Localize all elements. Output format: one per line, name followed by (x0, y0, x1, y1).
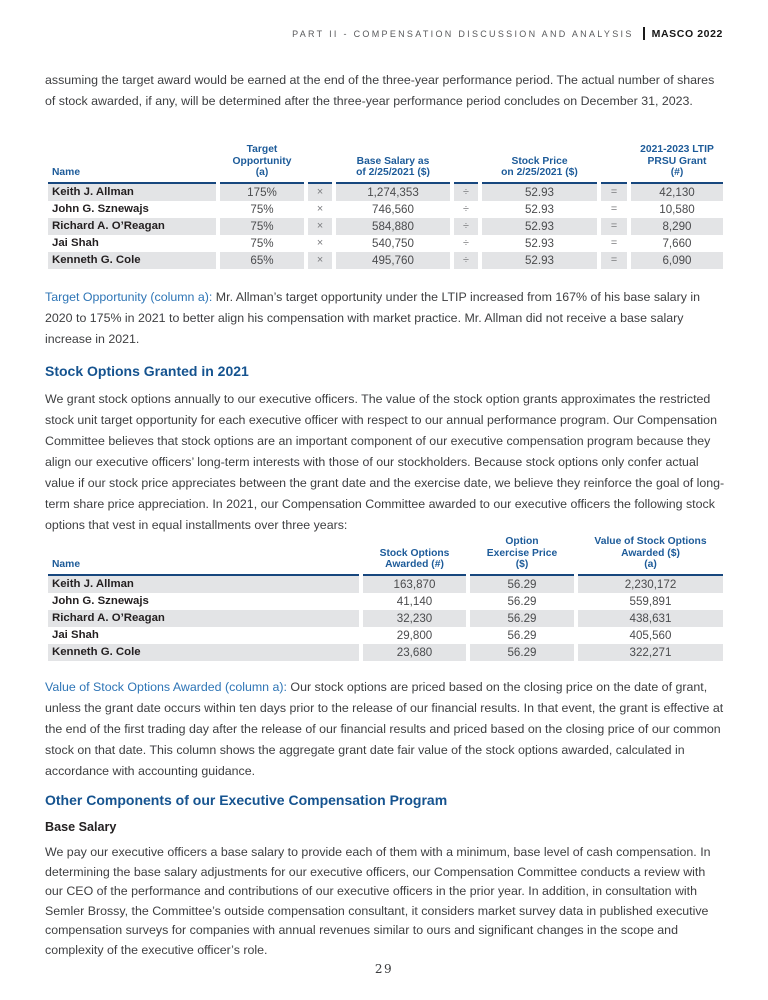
col-header-equals-spacer (601, 140, 627, 184)
divide-sign: ÷ (463, 203, 469, 215)
cell-price: 52.93 (482, 184, 597, 201)
equals-sign: = (601, 184, 627, 201)
cell-exercise-price: 56.29 (507, 628, 537, 642)
table-row (48, 593, 723, 610)
cell-target: 65% (220, 252, 304, 269)
table-row (48, 201, 723, 218)
page-header (292, 27, 723, 40)
note-lead: Target Opportunity (column a): (45, 290, 213, 304)
col-header-base-salary: Base Salary as of 2/25/2021 ($) (336, 140, 450, 184)
divide-sign: ÷ (454, 218, 478, 235)
table-row (48, 252, 723, 269)
cell-grant: 42,130 (631, 184, 723, 201)
col-header-name: Name (48, 532, 359, 576)
table-row (48, 610, 723, 627)
cell-exercise-price: 56.29 (507, 594, 537, 608)
cell-name: Richard A. O’Reagan (48, 610, 359, 627)
cell-salary: 584,880 (336, 218, 450, 235)
col-header-stock-price: Stock Price on 2/25/2021 ($) (482, 140, 597, 184)
stock-options-paragraph: We grant stock options annually to our executive officers. The value of the stock option grants approximates the restricted stock unit target opportunity for each executive officer with respect to our annual performance program. Our Compensation Committee believes that stock options are an important component of our executive compensation program because they align our executive officers’ long-term interests with those of our stockholders. Because stock options only confer actual value if our stock price appreciates between the grant date and the exercise date, we believe they reinforce the goal of long-term share price appreciation. In 2021, our Compensation Committee awarded to our executive officers the following stock options that vest in equal installments over three years: (45, 392, 725, 532)
cell-price: 52.93 (524, 202, 554, 216)
stock-options-table (44, 532, 727, 661)
cell-value: 322,271 (578, 644, 723, 661)
cell-salary: 495,760 (336, 252, 450, 269)
cell-grant: 8,290 (631, 218, 723, 235)
part-title: PART II - COMPENSATION DISCUSSION AND ANALYSIS (292, 28, 634, 39)
cell-salary: 746,560 (372, 202, 414, 216)
equals-sign: = (610, 203, 618, 215)
cell-name: Keith J. Allman (48, 184, 216, 201)
multiply-sign: × (308, 252, 332, 269)
table-row (48, 218, 723, 235)
multiply-sign: × (316, 203, 324, 215)
table-row (48, 576, 723, 593)
col-header-target-opportunity: Target Opportunity (a) (220, 140, 304, 184)
col-header-divide-spacer (454, 140, 478, 184)
col-header-name: Name (48, 140, 216, 184)
table-row (48, 644, 723, 661)
cell-awarded: 32,230 (363, 610, 466, 627)
cell-price: 52.93 (524, 236, 554, 250)
page-number: 29 (374, 962, 394, 976)
table-row (48, 235, 723, 252)
divide-sign: ÷ (454, 184, 478, 201)
cell-value: 438,631 (578, 610, 723, 627)
ltip-grant-table (44, 140, 727, 269)
base-salary-paragraph: We pay our executive officers a base salary to provide each of them with a minimum, base level of cash compensation. In determining the base salary adjustments for our executive officers, our Compensation Committee conducts a review with our CEO of the performance and contributions of our executive officers in the prior year. In addition, in consultation with Semler Brossy, the Committee’s outside compensation consultant, it considers market survey data in published executive compensation surveys for companies with annual revenues similar to ours and significant changes in the scope and complexity of the executive officer’s role. (45, 845, 711, 957)
divide-sign: ÷ (454, 252, 478, 269)
col-header-multiply-spacer (308, 140, 332, 184)
cell-name: Keith J. Allman (48, 576, 359, 593)
col-header-prsu-grant: 2021-2023 LTIP PRSU Grant (#) (631, 140, 723, 184)
note-body: Our stock options are priced based on the closing price on the date of grant, unless the grant date occurs within ten days prior to the release of our financial results. In that event, the grant is effective at the end of the first trading day after the release of our financial results and priced based on the closing price of our common stock on that date. This column shows the aggregate grant date fair value of the stock options awarded, calculated in accordance with accounting guidance. (45, 680, 724, 778)
header-divider (643, 27, 645, 40)
table-row (48, 627, 723, 644)
cell-exercise-price: 56.29 (470, 610, 574, 627)
cell-target: 175% (220, 184, 304, 201)
cell-name: Jai Shah (52, 629, 99, 641)
cell-awarded: 41,140 (396, 594, 433, 608)
cell-exercise-price: 56.29 (470, 576, 574, 593)
equals-sign: = (610, 237, 618, 249)
cell-name: Richard A. O’Reagan (48, 218, 216, 235)
col-header-options-value: Value of Stock Options Awarded ($) (a) (578, 532, 723, 576)
cell-value: 405,560 (629, 628, 672, 642)
equals-sign: = (601, 218, 627, 235)
equals-sign: = (601, 252, 627, 269)
cell-awarded: 29,800 (396, 628, 433, 642)
cell-target: 75% (250, 202, 274, 216)
divide-sign: ÷ (463, 237, 469, 249)
note-lead: Value of Stock Options Awarded (column a): (45, 680, 287, 694)
cell-name: Jai Shah (52, 237, 99, 249)
section-heading-stock-options: Stock Options Granted in 2021 (45, 363, 249, 379)
cell-value: 559,891 (629, 594, 672, 608)
col-header-exercise-price: Option Exercise Price ($) (470, 532, 574, 576)
cell-name: Kenneth G. Cole (48, 644, 359, 661)
multiply-sign: × (316, 237, 324, 249)
cell-awarded: 163,870 (363, 576, 466, 593)
multiply-sign: × (308, 184, 332, 201)
cell-name: John G. Sznewajs (52, 203, 149, 215)
subsection-heading-base-salary: Base Salary (45, 820, 117, 834)
multiply-sign: × (308, 218, 332, 235)
col-header-options-awarded: Stock Options Awarded (#) (363, 532, 466, 576)
table-row (48, 184, 723, 201)
cell-awarded: 23,680 (363, 644, 466, 661)
cell-salary: 1,274,353 (336, 184, 450, 201)
cell-target: 75% (220, 218, 304, 235)
brand-label: MASCO 2022 (651, 27, 723, 40)
cell-grant: 10,580 (659, 202, 695, 216)
cell-value: 2,230,172 (578, 576, 723, 593)
options-value-note (45, 677, 725, 782)
cell-grant: 6,090 (631, 252, 723, 269)
intro-paragraph: assuming the target award would be earned at the end of the three-year performance period. The actual number of shares of stock awarded, if any, will be determined after the three-year performance period concludes on December 31, 2023. (45, 73, 715, 108)
table-header-row (48, 140, 723, 184)
cell-grant: 7,660 (662, 236, 692, 250)
cell-name: John G. Sznewajs (52, 595, 149, 607)
target-opportunity-note (45, 287, 725, 350)
note-body: Mr. Allman’s target opportunity under the LTIP increased from 167% of his base salary in 2020 to 175% in 2021 to better align his compensation with market practice. Mr. Allman did not receive a base salary increase in 2021. (45, 290, 700, 346)
cell-target: 75% (250, 236, 274, 250)
cell-name: Kenneth G. Cole (48, 252, 216, 269)
section-heading-other-components: Other Components of our Executive Compensation Program (45, 792, 448, 808)
table-header-row (48, 532, 723, 576)
cell-price: 52.93 (482, 252, 597, 269)
cell-salary: 540,750 (372, 236, 414, 250)
cell-exercise-price: 56.29 (470, 644, 574, 661)
cell-price: 52.93 (482, 218, 597, 235)
